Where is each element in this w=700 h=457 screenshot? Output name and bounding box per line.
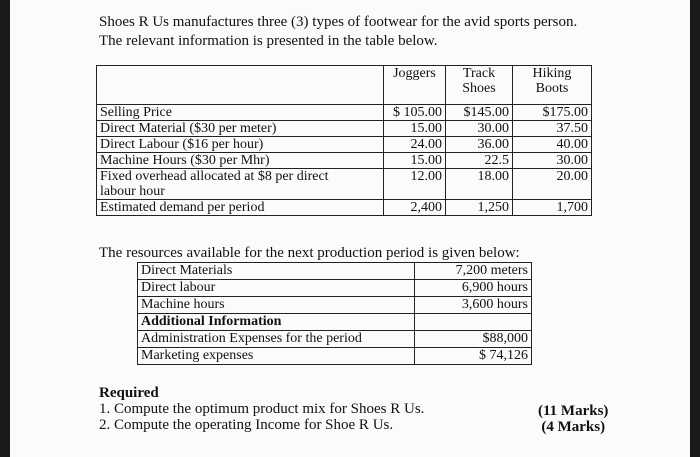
resource-label: Administration Expenses for the period (138, 331, 415, 348)
resource-label: Direct Materials (138, 263, 415, 280)
row-value-hiking: 20.00 (513, 169, 592, 200)
row-label: Direct Material ($30 per meter) (97, 121, 384, 137)
resource-value: $88,000 (415, 331, 532, 348)
row-value-hiking: 1,700 (513, 200, 592, 216)
row-value-track: 22.5 (446, 153, 513, 169)
table-row (138, 263, 532, 280)
marks-item-2: (4 Marks) (541, 419, 606, 435)
resource-value: 7,200 meters (415, 263, 532, 280)
header-track-line2: Shoes (462, 81, 496, 96)
product-info-table (96, 65, 592, 216)
document-page (10, 0, 690, 457)
marks-item-1: (11 Marks) (538, 403, 609, 419)
table-row (97, 105, 592, 121)
required-title: Required (99, 385, 159, 401)
row-value-hiking: $175.00 (513, 105, 592, 121)
table-row (97, 137, 592, 153)
row-value-hiking: 40.00 (513, 137, 592, 153)
row-value-track: 18.00 (446, 169, 513, 200)
row-label: Estimated demand per period (97, 200, 384, 216)
row-value-joggers: $ 105.00 (384, 105, 446, 121)
table-row (138, 331, 532, 348)
table-row (97, 169, 592, 200)
table-row (97, 153, 592, 169)
header-cell-blank (97, 66, 384, 105)
marks-column (538, 403, 608, 435)
row-label: Machine Hours ($30 per Mhr) (97, 153, 384, 169)
row-label-multiline (97, 169, 384, 200)
row-label-line2: labour hour (100, 184, 165, 199)
row-value-track: 30.00 (446, 121, 513, 137)
intro-paragraph (99, 13, 577, 51)
resource-label: Marketing expenses (138, 348, 415, 365)
row-value-hiking: 30.00 (513, 153, 592, 169)
row-value-joggers: 15.00 (384, 121, 446, 137)
resource-value: 3,600 hours (415, 297, 532, 314)
row-value-joggers: 15.00 (384, 153, 446, 169)
row-label: Selling Price (97, 105, 384, 121)
resources-intro: The resources available for the next production period is given below: (99, 245, 520, 261)
resource-label: Direct labour (138, 280, 415, 297)
header-cell-joggers (384, 66, 446, 105)
intro-line-2: The relevant information is presented in the table below. (99, 33, 438, 49)
intro-line-1: Shoes R Us manufactures three (3) types of footwear for the avid sports person. (99, 14, 578, 30)
required-item-2: 2. Compute the operating Income for Shoe R Us. (99, 417, 394, 433)
row-value-joggers: 12.00 (384, 169, 446, 200)
table-row (97, 200, 592, 216)
resource-label: Machine hours (138, 297, 415, 314)
row-label: Direct Labour ($16 per hour) (97, 137, 384, 153)
table-row (97, 121, 592, 137)
row-value-hiking: 37.50 (513, 121, 592, 137)
table-row (138, 314, 532, 331)
header-cell-hiking-boots (513, 66, 592, 105)
resource-value (415, 314, 532, 331)
row-label-line1: Fixed overhead allocated at $8 per direct (100, 169, 329, 184)
row-value-joggers: 2,400 (384, 200, 446, 216)
header-hiking-line1: Hiking (532, 66, 572, 81)
resource-value: 6,900 hours (415, 280, 532, 297)
required-item-1: 1. Compute the optimum product mix for Shoes R Us. (99, 401, 425, 417)
header-joggers-label: Joggers (393, 66, 436, 81)
resource-value: $ 74,126 (415, 348, 532, 365)
table-header-row (97, 66, 592, 105)
resources-table (137, 262, 532, 365)
table-row (138, 280, 532, 297)
additional-info-heading: Additional Information (138, 314, 415, 331)
row-value-joggers: 24.00 (384, 137, 446, 153)
row-value-track: 1,250 (446, 200, 513, 216)
row-value-track: 36.00 (446, 137, 513, 153)
table-row (138, 297, 532, 314)
header-hiking-line2: Boots (535, 81, 569, 96)
table-row (138, 348, 532, 365)
header-cell-track-shoes (446, 66, 513, 105)
row-value-track: $145.00 (446, 105, 513, 121)
header-track-line1: Track (462, 66, 496, 81)
required-section (99, 385, 424, 433)
